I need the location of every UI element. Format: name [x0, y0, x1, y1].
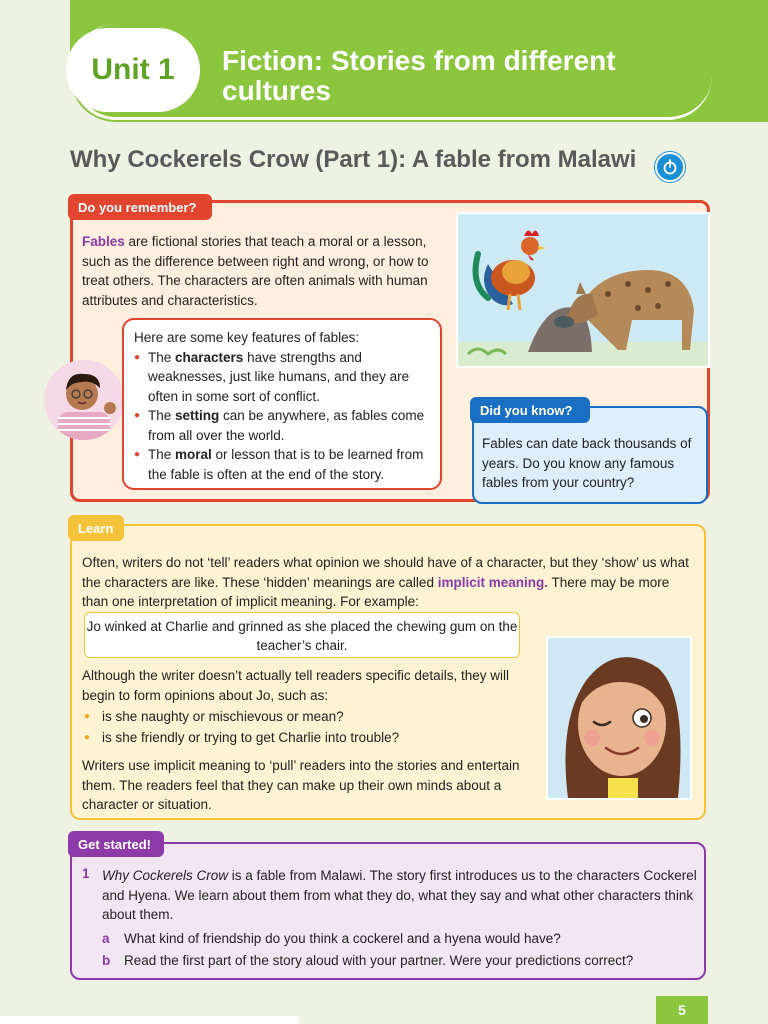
did-you-know-tag: Did you know? [470, 397, 590, 423]
feature-post: can be anywhere, as fables come from all over the world. [148, 408, 425, 443]
bottom-strip [0, 1016, 300, 1024]
unit-label: Unit 1 [66, 28, 200, 112]
sub-letter: b [102, 953, 111, 968]
learn-tag: Learn [68, 515, 124, 541]
page-number: 5 [656, 996, 708, 1024]
learn-bullet: ● is she naughty or mischievous or mean? [82, 706, 522, 727]
fables-keyword: Fables [82, 234, 125, 249]
feature-post: or lesson that is to be learned from the fable is often at the end of the story. [148, 447, 424, 482]
story-title: Why Cockerels Crow [102, 868, 229, 883]
learn-intro [82, 553, 698, 612]
get-started-tag: Get started! [68, 831, 164, 857]
sub-question-a [102, 928, 561, 950]
feature-moral [134, 445, 430, 484]
feature-pre: The [148, 408, 176, 423]
question-text [102, 866, 702, 925]
features-bubble [122, 318, 442, 490]
page-title: Why Cockerels Crow (Part 1): A fable from Malawi [70, 146, 637, 173]
cockerel-hyena-illustration [456, 212, 710, 368]
features-list [134, 348, 430, 485]
features-intro: Here are some key features of fables: [134, 330, 360, 345]
fables-definition-text: are fictional stories that teach a moral or a lesson, such as the difference between right and wrong, or how to treat others. The characters are often animals with human attributes and characteristics. [82, 234, 429, 308]
learn-bullets [82, 706, 522, 748]
question-number: 1 [82, 866, 90, 881]
example-sentence: Jo winked at Charlie and grinned as she placed the chewing gum on the teacher’s chair. [84, 612, 520, 658]
feature-setting [134, 406, 430, 445]
feature-keyword: characters [175, 349, 244, 365]
feature-keyword: setting [175, 408, 220, 423]
learn-intro-pre: Often, writers do not ‘tell’ readers what opinion we should have of a character, but they ‘show’ us what the characters are like. These ‘hidden’ meanings are called [82, 555, 689, 590]
sub-letter: a [102, 931, 110, 946]
feature-characters [134, 348, 430, 407]
question-text-rest: is a fable from Malawi. The story first introduces us to the characters Cockerel and Hyena. We learn about them from what they do, what they say and what other characters think about them. [102, 868, 697, 922]
feature-pre: The [148, 447, 176, 462]
implicit-meaning-keyword: implicit meaning. [437, 574, 548, 590]
audio-play-icon[interactable] [655, 152, 685, 182]
feature-keyword: moral [175, 447, 212, 462]
feature-pre: The [148, 349, 176, 365]
remember-tag: Do you remember? [68, 194, 212, 220]
learn-bullet: ● is she friendly or trying to get Charlie into trouble? [82, 727, 522, 748]
sub-question-b [102, 950, 633, 972]
learn-writers: Writers use implicit meaning to ‘pull’ readers into the stories and entertain them. The readers feel that they can make up their own minds about a character or situation. [82, 758, 520, 812]
did-you-know-text: Fables can date back thousands of years. Do you know any famous fables from your country? [482, 436, 692, 490]
learn-although: Although the writer doesn’t actually tell readers specific details, they will begin to form opinions about Jo, such as: [82, 668, 509, 703]
unit-title: Fiction: Stories from different cultures [222, 45, 616, 106]
learn-intro-post: There may be more than one interpretation of implicit meaning. For example: [82, 574, 670, 609]
sub-question-text: What kind of friendship do you think a cockerel and a hyena would have? [124, 931, 561, 946]
sub-question-text: Read the first part of the story aloud with your partner. Were your predictions correct? [124, 953, 634, 968]
feature-post: have strengths and weaknesses, just like humans, and they are often in some sort of conflict. [148, 349, 410, 404]
winking-girl-illustration [546, 636, 692, 800]
fables-definition [82, 232, 454, 310]
boy-avatar [44, 360, 124, 440]
